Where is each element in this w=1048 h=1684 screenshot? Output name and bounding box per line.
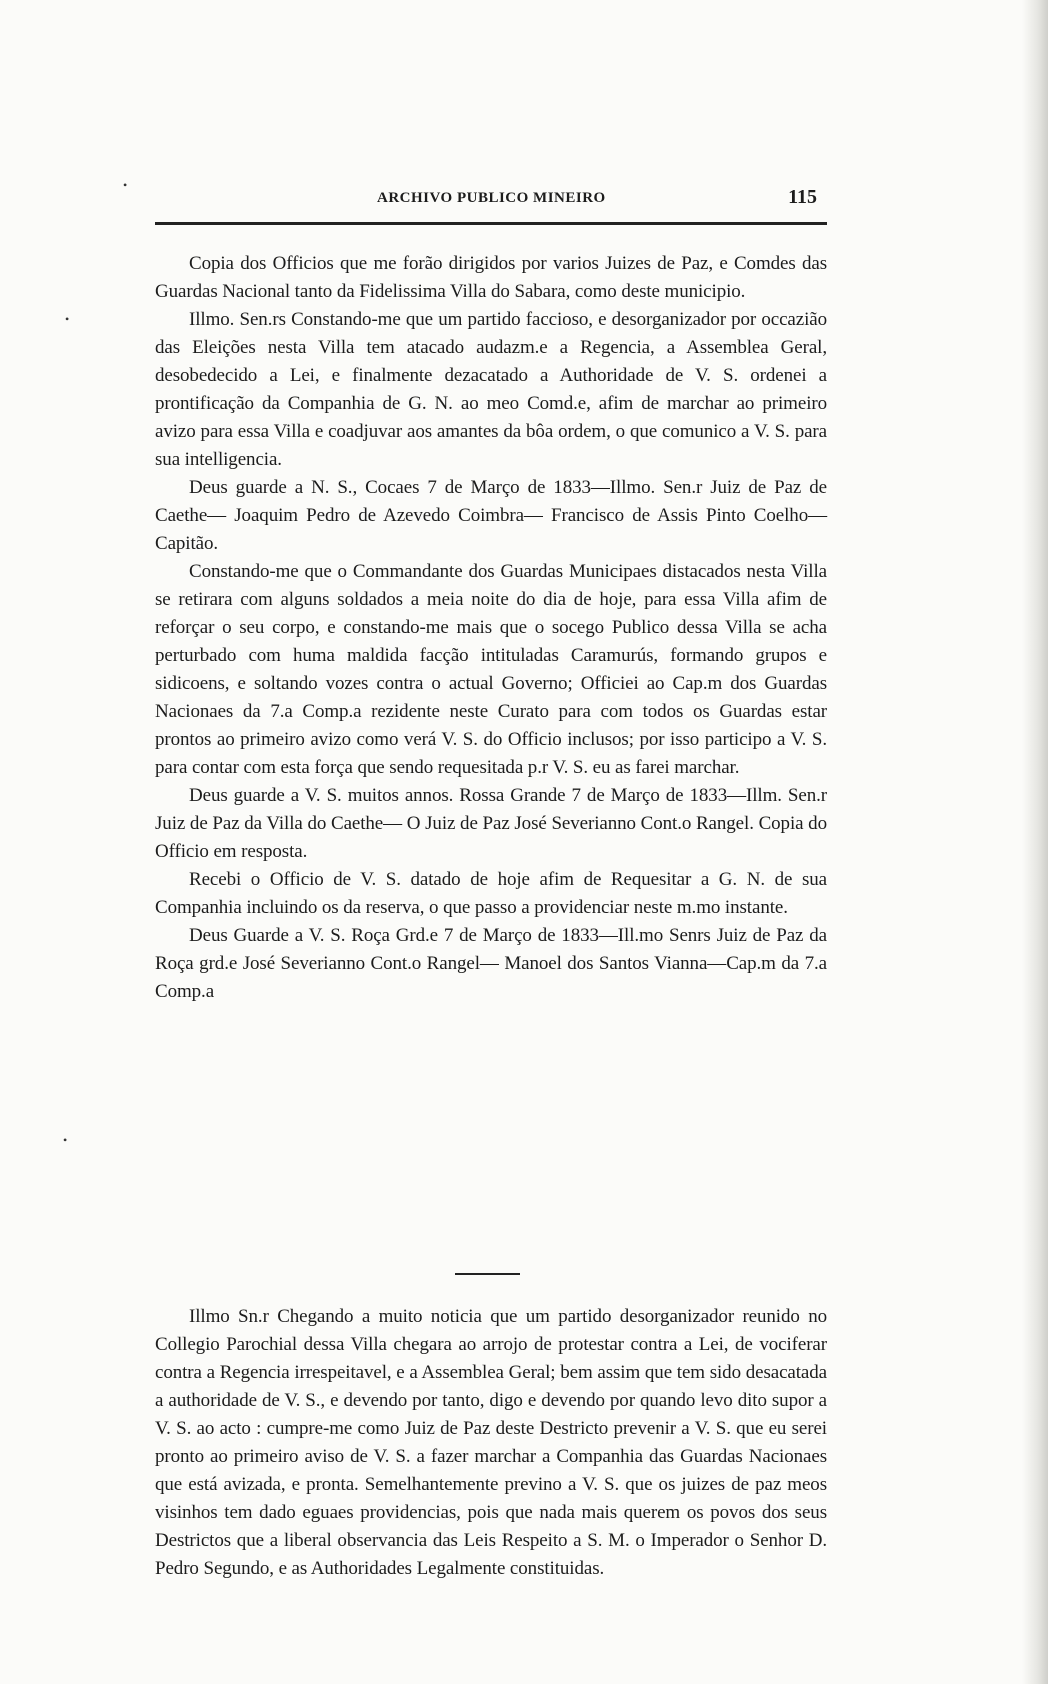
margin-mark: •: [65, 312, 70, 326]
main-text: [155, 250, 827, 1006]
margin-mark: •: [63, 1133, 68, 1147]
paragraph: Copia dos Officios que me forão dirigidos por varios Juizes de Paz, e Comdes das Guardas Nacional tanto da Fidelissima Villa do Sabara, como deste municipio.: [155, 253, 827, 302]
paragraph: Illmo. Sen.rs Constando-me que um partido faccioso, e desorganizador por occazião das Eleições nesta Villa tem atacado audazm.e a Regencia, a Assemblea Geral, desobedecido a Lei, e finalmente dezacatado a Authoridade de V. S. ordenei a prontificação da Companhia de G. N. ao meo Comd.e, afim de marchar ao primeiro avizo para essa Villa e coadjuvar aos amantes da bôa ordem, o que comunico a V. S. para sua intelligencia.: [155, 309, 827, 470]
second-letter: [155, 1303, 827, 1583]
paragraph: Constando-me que o Commandante dos Guardas Municipaes distacados nesta Villa se retirara com alguns soldados a meia noite do dia de hoje, para essa Villa afim de reforçar o seu corpo, e constando-me mais que o socego Publico dessa Villa se acha perturbado com huma maldida facção intituladas Caramurús, formando grupos e sidicoens, e soltando vozes contra o actual Governo; Officiei ao Cap.m dos Guardas Nacionaes da 7.a Comp.a rezidente neste Curato para com todos os Guardas estar prontos ao primeiro avizo como verá V. S. do Officio inclusos; por isso participo a V. S. para contar com esta força que sendo requesitada p.r V. S. eu as farei marchar.: [155, 561, 827, 778]
paragraph: Deus guarde a V. S. muitos annos. Rossa Grande 7 de Março de 1833—Illm. Sen.r Juiz de Paz da Villa do Caethe— O Juiz de Paz José Severianno Cont.o Rangel. Copia do Officio em resposta.: [155, 785, 827, 862]
page-edge: [1022, 0, 1048, 1684]
margin-mark: •: [123, 178, 128, 192]
page-header: [155, 186, 827, 216]
running-head: ARCHIVO PUBLICO MINEIRO: [377, 190, 606, 206]
paragraph: Illmo Sn.r Chegando a muito noticia que um partido desorganizador reunido no Collegio Parochial dessa Villa chegara ao arrojo de protestar contra a Lei, de vociferar contra a Regencia irrespeitavel, e a Assemblea Geral; bem assim que tem sido desacatada a authoridade de V. S., e devendo por tanto, digo e devendo por quando levo dito supor a V. S. ao acto : cumpre-me como Juiz de Paz deste Destricto prevenir a V. S. que eu serei pronto ao primeiro aviso de V. S. a fazer marchar a Companhia das Guardas Nacionaes que está avizada, e pronta. Semelhantemente previno a V. S. que os juizes de paz meos visinhos tem dado eguaes providencias, pois que nada mais querem os povos dos seus Destrictos que a liberal observancia das Leis Respeito a S. M. o Imperador o Senhor D. Pedro Segundo, e as Authoridades Legalmente constituidas.: [155, 1306, 827, 1579]
section-divider: [455, 1273, 520, 1275]
paragraph: Recebi o Officio de V. S. datado de hoje afim de Requesitar a G. N. de sua Companhia incluindo os da reserva, o que passo a providenciar neste m.mo instante.: [155, 869, 827, 918]
page-number: 115: [788, 186, 817, 208]
paragraph: Deus Guarde a V. S. Roça Grd.e 7 de Março de 1833—Ill.mo Senrs Juiz de Paz da Roça grd.e José Severianno Cont.o Rangel— Manoel dos Santos Vianna—Cap.m da 7.a Comp.a: [155, 925, 827, 1002]
paragraph: Deus guarde a N. S., Cocaes 7 de Março de 1833—Illmo. Sen.r Juiz de Paz de Caethe— Joaquim Pedro de Azevedo Coimbra— Francisco de Assis Pinto Coelho—Capitão.: [155, 477, 827, 554]
header-rule: [155, 222, 827, 225]
